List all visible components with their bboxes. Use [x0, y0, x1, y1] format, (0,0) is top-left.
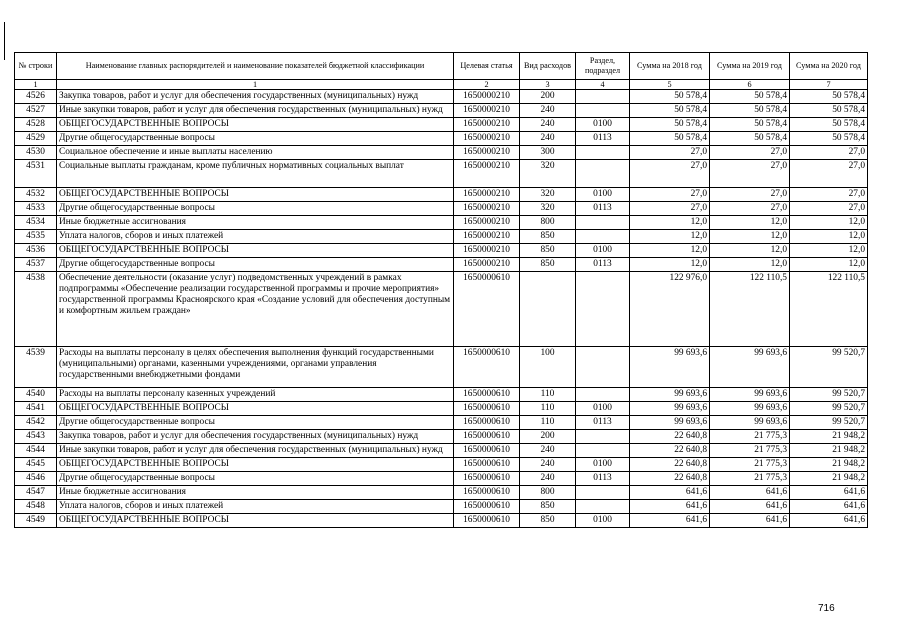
row-sum-2018-cell: 50 578,4 [630, 104, 710, 118]
row-sum-2020-cell: 50 578,4 [790, 104, 868, 118]
row-sum-2018-cell: 12,0 [630, 244, 710, 258]
table-row [15, 430, 868, 444]
row-sum-2019-cell: 21 775,3 [710, 430, 790, 444]
row-target-article-cell: 1650000210 [454, 230, 520, 244]
row-target-article-cell: 1650000210 [454, 118, 520, 132]
row-number-cell: 4547 [15, 486, 57, 500]
row-number-cell: 4544 [15, 444, 57, 458]
row-target-article-cell: 1650000610 [454, 347, 520, 388]
row-sum-2019-cell: 21 775,3 [710, 472, 790, 486]
row-target-article-cell: 1650000610 [454, 416, 520, 430]
table-row [15, 416, 868, 430]
row-target-article-cell: 1650000210 [454, 188, 520, 202]
row-target-article-cell: 1650000610 [454, 486, 520, 500]
row-sum-2020-cell: 99 520,7 [790, 416, 868, 430]
row-target-article-cell: 1650000610 [454, 444, 520, 458]
row-expense-type-cell: 110 [520, 416, 576, 430]
row-sum-2018-cell: 27,0 [630, 146, 710, 160]
header-name: Наименование главных распорядителей и наименование показателей бюджетной классификации [57, 53, 454, 80]
row-sum-2020-cell: 641,6 [790, 486, 868, 500]
row-number-cell: 4526 [15, 90, 57, 104]
header-number-cell: 7 [790, 80, 868, 90]
row-sum-2020-cell: 12,0 [790, 230, 868, 244]
row-sum-2018-cell: 50 578,4 [630, 90, 710, 104]
row-sum-2019-cell: 27,0 [710, 160, 790, 188]
row-name-cell: Иные бюджетные ассигнования [57, 216, 454, 230]
row-sum-2018-cell: 641,6 [630, 514, 710, 528]
row-number-cell: 4539 [15, 347, 57, 388]
row-section-cell [576, 90, 630, 104]
header-sum-2018: Сумма на 2018 год [630, 53, 710, 80]
row-sum-2019-cell: 99 693,6 [710, 402, 790, 416]
table-row [15, 272, 868, 347]
header-sum-2019: Сумма на 2019 год [710, 53, 790, 80]
row-name-cell: Социальное обеспечение и иные выплаты населению [57, 146, 454, 160]
row-expense-type-cell: 110 [520, 388, 576, 402]
row-section-cell: 0100 [576, 244, 630, 258]
row-expense-type-cell: 320 [520, 188, 576, 202]
row-sum-2019-cell: 99 693,6 [710, 347, 790, 388]
row-target-article-cell: 1650000610 [454, 430, 520, 444]
row-expense-type-cell: 850 [520, 230, 576, 244]
row-number-cell: 4546 [15, 472, 57, 486]
row-name-cell: Социальные выплаты гражданам, кроме публичных нормативных социальных выплат [57, 160, 454, 188]
row-section-cell [576, 146, 630, 160]
row-section-cell: 0113 [576, 132, 630, 146]
row-sum-2019-cell: 12,0 [710, 258, 790, 272]
row-sum-2019-cell: 21 775,3 [710, 458, 790, 472]
row-sum-2019-cell: 641,6 [710, 486, 790, 500]
row-sum-2019-cell: 99 693,6 [710, 388, 790, 402]
row-number-cell: 4548 [15, 500, 57, 514]
row-target-article-cell: 1650000210 [454, 244, 520, 258]
row-expense-type-cell: 240 [520, 118, 576, 132]
row-name-cell: ОБЩЕГОСУДАРСТВЕННЫЕ ВОПРОСЫ [57, 118, 454, 132]
row-name-cell: Закупка товаров, работ и услуг для обеспечения государственных (муниципальных) нужд [57, 90, 454, 104]
row-name-cell: ОБЩЕГОСУДАРСТВЕННЫЕ ВОПРОСЫ [57, 514, 454, 528]
row-name-cell: Иные закупки товаров, работ и услуг для обеспечения государственных (муниципальных) нужд [57, 104, 454, 118]
row-name-cell: ОБЩЕГОСУДАРСТВЕННЫЕ ВОПРОСЫ [57, 402, 454, 416]
row-number-cell: 4529 [15, 132, 57, 146]
row-sum-2018-cell: 22 640,8 [630, 430, 710, 444]
row-sum-2018-cell: 12,0 [630, 230, 710, 244]
row-number-cell: 4538 [15, 272, 57, 347]
row-section-cell [576, 486, 630, 500]
table-row [15, 230, 868, 244]
row-sum-2020-cell: 641,6 [790, 500, 868, 514]
row-section-cell: 0100 [576, 402, 630, 416]
row-section-cell [576, 160, 630, 188]
row-number-cell: 4535 [15, 230, 57, 244]
row-sum-2019-cell: 12,0 [710, 244, 790, 258]
binding-margin-line [4, 22, 5, 60]
row-sum-2018-cell: 22 640,8 [630, 444, 710, 458]
row-name-cell: Иные закупки товаров, работ и услуг для обеспечения государственных (муниципальных) нужд [57, 444, 454, 458]
row-expense-type-cell: 200 [520, 90, 576, 104]
row-name-cell: Другие общегосударственные вопросы [57, 258, 454, 272]
row-expense-type-cell: 320 [520, 202, 576, 216]
row-sum-2020-cell: 50 578,4 [790, 90, 868, 104]
row-number-cell: 4528 [15, 118, 57, 132]
row-sum-2018-cell: 99 693,6 [630, 388, 710, 402]
row-name-cell: Расходы на выплаты персоналу в целях обеспечения выполнения функций государственными (муниципальными) органами, казенными учреждениями, органами управления государственными внебюджетными фондами [57, 347, 454, 388]
row-target-article-cell: 1650000610 [454, 514, 520, 528]
header-number-cell: 2 [454, 80, 520, 90]
budget-table [14, 52, 868, 528]
row-sum-2018-cell: 50 578,4 [630, 118, 710, 132]
table-row [15, 347, 868, 388]
row-sum-2018-cell: 27,0 [630, 160, 710, 188]
row-expense-type-cell: 300 [520, 146, 576, 160]
row-name-cell: Обеспечение деятельности (оказание услуг) подведомственных учреждений в рамках подпрограммы «Обеспечение реализации государственной программы и прочие мероприятия» государственной программы Красноярского края «Создание условий для обеспечения доступным и комфортным жильем граждан» [57, 272, 454, 347]
row-sum-2020-cell: 122 110,5 [790, 272, 868, 347]
row-sum-2020-cell: 21 948,2 [790, 430, 868, 444]
row-expense-type-cell: 800 [520, 216, 576, 230]
row-sum-2020-cell: 27,0 [790, 202, 868, 216]
row-target-article-cell: 1650000210 [454, 160, 520, 188]
table-row [15, 188, 868, 202]
row-target-article-cell: 1650000210 [454, 90, 520, 104]
row-sum-2019-cell: 27,0 [710, 202, 790, 216]
header-numbers-row [15, 80, 868, 90]
row-expense-type-cell: 240 [520, 132, 576, 146]
table-row [15, 160, 868, 188]
header-number-cell: 3 [520, 80, 576, 90]
row-section-cell [576, 104, 630, 118]
row-sum-2018-cell: 99 693,6 [630, 347, 710, 388]
row-sum-2020-cell: 99 520,7 [790, 388, 868, 402]
header-row [15, 53, 868, 80]
row-sum-2019-cell: 12,0 [710, 230, 790, 244]
row-sum-2020-cell: 27,0 [790, 160, 868, 188]
table-row [15, 132, 868, 146]
row-number-cell: 4537 [15, 258, 57, 272]
row-sum-2020-cell: 99 520,7 [790, 402, 868, 416]
row-name-cell: Другие общегосударственные вопросы [57, 416, 454, 430]
row-expense-type-cell: 240 [520, 458, 576, 472]
row-sum-2019-cell: 99 693,6 [710, 416, 790, 430]
table-row [15, 472, 868, 486]
row-expense-type-cell: 850 [520, 244, 576, 258]
row-section-cell: 0113 [576, 202, 630, 216]
row-section-cell: 0113 [576, 258, 630, 272]
row-target-article-cell: 1650000210 [454, 202, 520, 216]
header-number-cell: 5 [630, 80, 710, 90]
table-row [15, 202, 868, 216]
row-sum-2020-cell: 50 578,4 [790, 118, 868, 132]
row-section-cell [576, 500, 630, 514]
row-name-cell: Иные бюджетные ассигнования [57, 486, 454, 500]
header-sum-2020: Сумма на 2020 год [790, 53, 868, 80]
row-sum-2020-cell: 21 948,2 [790, 458, 868, 472]
row-sum-2018-cell: 50 578,4 [630, 132, 710, 146]
table-row [15, 146, 868, 160]
row-number-cell: 4531 [15, 160, 57, 188]
row-expense-type-cell: 240 [520, 472, 576, 486]
row-sum-2018-cell: 641,6 [630, 486, 710, 500]
table-row [15, 104, 868, 118]
table-body [15, 90, 868, 528]
row-sum-2019-cell: 21 775,3 [710, 444, 790, 458]
row-sum-2018-cell: 27,0 [630, 202, 710, 216]
row-expense-type-cell [520, 272, 576, 347]
row-sum-2018-cell: 122 976,0 [630, 272, 710, 347]
table-row [15, 402, 868, 416]
row-number-cell: 4532 [15, 188, 57, 202]
header-section: Раздел, подраздел [576, 53, 630, 80]
row-name-cell: Другие общегосударственные вопросы [57, 202, 454, 216]
table-row [15, 258, 868, 272]
table-row [15, 458, 868, 472]
row-name-cell: Уплата налогов, сборов и иных платежей [57, 230, 454, 244]
row-sum-2020-cell: 12,0 [790, 258, 868, 272]
row-section-cell [576, 388, 630, 402]
row-name-cell: Расходы на выплаты персоналу казенных учреждений [57, 388, 454, 402]
row-sum-2018-cell: 22 640,8 [630, 458, 710, 472]
row-sum-2019-cell: 50 578,4 [710, 132, 790, 146]
row-number-cell: 4534 [15, 216, 57, 230]
row-sum-2018-cell: 22 640,8 [630, 472, 710, 486]
row-sum-2018-cell: 12,0 [630, 216, 710, 230]
row-section-cell: 0113 [576, 472, 630, 486]
row-target-article-cell: 1650000610 [454, 500, 520, 514]
row-sum-2019-cell: 50 578,4 [710, 118, 790, 132]
row-expense-type-cell: 100 [520, 347, 576, 388]
row-target-article-cell: 1650000210 [454, 258, 520, 272]
row-target-article-cell: 1650000610 [454, 402, 520, 416]
row-sum-2019-cell: 27,0 [710, 188, 790, 202]
row-name-cell: Уплата налогов, сборов и иных платежей [57, 500, 454, 514]
table-row [15, 486, 868, 500]
row-number-cell: 4527 [15, 104, 57, 118]
row-number-cell: 4530 [15, 146, 57, 160]
table-row [15, 514, 868, 528]
row-sum-2019-cell: 641,6 [710, 500, 790, 514]
table-row [15, 500, 868, 514]
row-section-cell: 0113 [576, 416, 630, 430]
budget-sheet [14, 52, 868, 528]
row-sum-2019-cell: 122 110,5 [710, 272, 790, 347]
row-sum-2020-cell: 50 578,4 [790, 132, 868, 146]
row-sum-2020-cell: 641,6 [790, 514, 868, 528]
row-expense-type-cell: 240 [520, 104, 576, 118]
row-expense-type-cell: 200 [520, 430, 576, 444]
row-target-article-cell: 1650000610 [454, 388, 520, 402]
row-section-cell [576, 230, 630, 244]
row-sum-2020-cell: 12,0 [790, 244, 868, 258]
row-section-cell: 0100 [576, 188, 630, 202]
table-row [15, 216, 868, 230]
row-number-cell: 4543 [15, 430, 57, 444]
page-number: 716 [818, 603, 835, 614]
row-sum-2018-cell: 641,6 [630, 500, 710, 514]
row-number-cell: 4536 [15, 244, 57, 258]
row-sum-2018-cell: 27,0 [630, 188, 710, 202]
row-sum-2020-cell: 21 948,2 [790, 444, 868, 458]
table-row [15, 388, 868, 402]
row-expense-type-cell: 320 [520, 160, 576, 188]
table-row [15, 118, 868, 132]
row-number-cell: 4540 [15, 388, 57, 402]
row-sum-2020-cell: 12,0 [790, 216, 868, 230]
table-row [15, 90, 868, 104]
row-expense-type-cell: 850 [520, 514, 576, 528]
table-row [15, 244, 868, 258]
row-name-cell: Закупка товаров, работ и услуг для обеспечения государственных (муниципальных) нужд [57, 430, 454, 444]
row-expense-type-cell: 850 [520, 500, 576, 514]
header-number-cell: 4 [576, 80, 630, 90]
row-name-cell: ОБЩЕГОСУДАРСТВЕННЫЕ ВОПРОСЫ [57, 244, 454, 258]
row-sum-2018-cell: 99 693,6 [630, 416, 710, 430]
row-sum-2018-cell: 12,0 [630, 258, 710, 272]
row-section-cell [576, 272, 630, 347]
header-row-number: № строки [15, 53, 57, 80]
row-sum-2019-cell: 27,0 [710, 146, 790, 160]
row-name-cell: Другие общегосударственные вопросы [57, 132, 454, 146]
row-expense-type-cell: 800 [520, 486, 576, 500]
row-target-article-cell: 1650000210 [454, 146, 520, 160]
row-expense-type-cell: 240 [520, 444, 576, 458]
row-number-cell: 4533 [15, 202, 57, 216]
header-number-cell: 6 [710, 80, 790, 90]
header-number-cell: 1 [57, 80, 454, 90]
row-number-cell: 4549 [15, 514, 57, 528]
row-section-cell [576, 347, 630, 388]
row-number-cell: 4542 [15, 416, 57, 430]
row-name-cell: Другие общегосударственные вопросы [57, 472, 454, 486]
row-name-cell: ОБЩЕГОСУДАРСТВЕННЫЕ ВОПРОСЫ [57, 458, 454, 472]
row-target-article-cell: 1650000210 [454, 216, 520, 230]
row-target-article-cell: 1650000610 [454, 272, 520, 347]
row-section-cell: 0100 [576, 118, 630, 132]
row-sum-2020-cell: 21 948,2 [790, 472, 868, 486]
row-expense-type-cell: 850 [520, 258, 576, 272]
row-sum-2019-cell: 641,6 [710, 514, 790, 528]
row-sum-2020-cell: 99 520,7 [790, 347, 868, 388]
row-section-cell [576, 216, 630, 230]
row-name-cell: ОБЩЕГОСУДАРСТВЕННЫЕ ВОПРОСЫ [57, 188, 454, 202]
header-number-cell: 1 [15, 80, 57, 90]
row-expense-type-cell: 110 [520, 402, 576, 416]
header-target-article: Целевая статья [454, 53, 520, 80]
row-sum-2018-cell: 99 693,6 [630, 402, 710, 416]
row-section-cell [576, 430, 630, 444]
row-section-cell: 0100 [576, 514, 630, 528]
row-sum-2020-cell: 27,0 [790, 188, 868, 202]
row-section-cell [576, 444, 630, 458]
row-section-cell: 0100 [576, 458, 630, 472]
row-sum-2019-cell: 12,0 [710, 216, 790, 230]
header-expense-type: Вид расходов [520, 53, 576, 80]
row-number-cell: 4541 [15, 402, 57, 416]
row-sum-2020-cell: 27,0 [790, 146, 868, 160]
row-target-article-cell: 1650000210 [454, 132, 520, 146]
row-sum-2019-cell: 50 578,4 [710, 104, 790, 118]
row-target-article-cell: 1650000610 [454, 472, 520, 486]
row-target-article-cell: 1650000210 [454, 104, 520, 118]
table-row [15, 444, 868, 458]
row-sum-2019-cell: 50 578,4 [710, 90, 790, 104]
row-target-article-cell: 1650000610 [454, 458, 520, 472]
row-number-cell: 4545 [15, 458, 57, 472]
